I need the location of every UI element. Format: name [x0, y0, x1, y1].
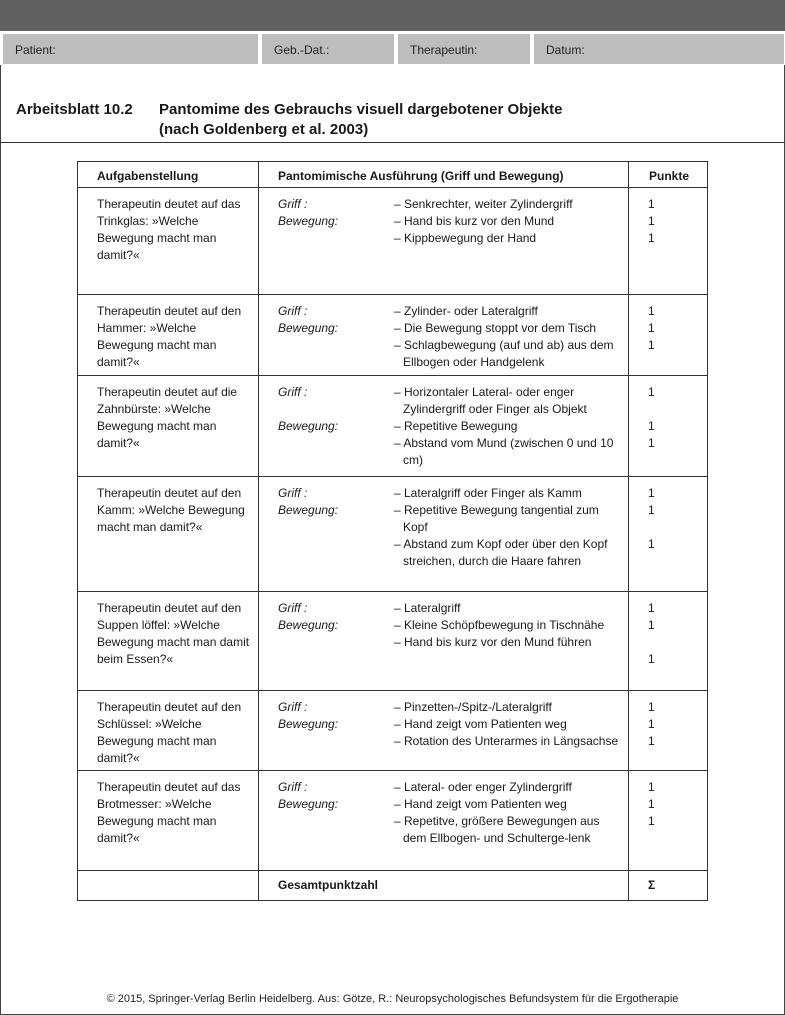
grip-movement-labels: [278, 384, 338, 435]
points-cell: [629, 376, 708, 477]
point-value: 1: [648, 814, 655, 828]
criterion-item: – Hand zeigt vom Patienten weg: [394, 717, 567, 731]
worksheet-heading: [16, 100, 562, 140]
points-cell: [629, 771, 708, 871]
point-value: 1: [648, 385, 655, 399]
grip-movement-labels: [278, 485, 338, 519]
copyright-footer: © 2015, Springer-Verlag Berlin Heidelberg. Aus: Götze, R.: Neuropsychologisches Befundsystem für die Ergotherapie: [106, 993, 679, 1005]
point-value: 1: [648, 652, 655, 666]
point-value: 1: [648, 503, 655, 517]
point-value: 1: [648, 734, 655, 748]
point-value: 1: [648, 197, 655, 211]
criterion-item: – Kippbewegung der Hand: [394, 231, 537, 245]
criterion-item: – Pinzetten-/Spitz-/Lateralgriff: [394, 700, 552, 714]
task-cell: Therapeutin deutet auf das Brotmesser: »Welche Bewegung macht man damit?«: [78, 771, 259, 871]
execution-cell: [259, 771, 629, 871]
total-symbol: Σ: [629, 871, 708, 901]
patient-fields: [0, 31, 785, 65]
point-value: 1: [648, 304, 655, 318]
griff-label: Griff :: [278, 197, 308, 211]
column-header-task: Aufgabenstellung: [78, 162, 259, 188]
worksheet-subtitle: (nach Goldenberg et al. 2003): [159, 121, 369, 138]
table-row: [78, 691, 708, 771]
total-row: [78, 871, 708, 901]
point-value: [648, 519, 707, 536]
criterion-item: – Hand bis kurz vor den Mund: [394, 214, 555, 228]
birthdate-field[interactable]: Geb.-Dat.:: [262, 34, 394, 64]
point-value: 1: [648, 601, 655, 615]
execution-cell: [259, 691, 629, 771]
point-value: 1: [648, 780, 655, 794]
bewegung-label: Bewegung:: [278, 419, 339, 433]
assessment-table: [77, 161, 708, 901]
griff-label: Griff :: [278, 385, 308, 399]
task-cell: Therapeutin deutet auf das Trinkglas: »Welche Bewegung macht man damit?«: [78, 188, 259, 295]
table-row: [78, 592, 708, 691]
point-value: 1: [648, 419, 655, 433]
point-value: 1: [648, 321, 655, 335]
point-value: 1: [648, 231, 655, 245]
worksheet-title: Pantomime des Gebrauchs visuell dargebotener Objekte: [159, 101, 563, 118]
table-row: [78, 188, 708, 295]
top-bar: [0, 0, 785, 31]
total-empty-cell: [78, 871, 259, 901]
execution-cell: [259, 376, 629, 477]
points-cell: [629, 295, 708, 376]
grip-movement-labels: [278, 303, 338, 337]
execution-cell: [259, 592, 629, 691]
grip-movement-labels: [278, 779, 338, 813]
point-value: [648, 401, 707, 418]
points-cell: [629, 188, 708, 295]
criterion-item: – Schlagbewegung (auf und ab) aus dem Ellbogen oder Handgelenk: [394, 338, 614, 369]
table-row: [78, 295, 708, 376]
criterion-item: – Repetitve, größere Bewegungen aus dem Ellbogen- und Schulterge-lenk: [394, 814, 600, 845]
column-header-execution: Pantomimische Ausführung (Griff und Bewegung): [259, 162, 629, 188]
execution-cell: [259, 477, 629, 592]
point-value: 1: [648, 436, 655, 450]
bewegung-label: Bewegung:: [278, 503, 339, 517]
criterion-item: – Rotation des Unterarmes in Längsachse: [394, 734, 619, 748]
criterion-item: – Horizontaler Lateral- oder enger Zylindergriff oder Finger als Objekt: [394, 385, 587, 416]
task-cell: Therapeutin deutet auf die Zahnbürste: »Welche Bewegung macht man damit?«: [78, 376, 259, 477]
column-header-points: Punkte: [629, 162, 708, 188]
grip-movement-labels: [278, 699, 338, 733]
criterion-item: – Zylinder- oder Lateralgriff: [394, 304, 538, 318]
griff-label: Griff :: [278, 304, 308, 318]
task-cell: Therapeutin deutet auf den Suppen löffel: »Welche Bewegung macht man damit beim Essen?«: [78, 592, 259, 691]
bewegung-label: Bewegung:: [278, 214, 339, 228]
table-header-row: [78, 162, 708, 188]
criterion-item: – Lateral- oder enger Zylindergriff: [394, 780, 572, 794]
criterion-item: – Lateralgriff: [394, 601, 461, 615]
criterion-item: – Hand bis kurz vor den Mund führen: [394, 635, 592, 649]
griff-label: Griff :: [278, 601, 308, 615]
table-row: [78, 376, 708, 477]
criterion-item: – Hand zeigt vom Patienten weg: [394, 797, 567, 811]
grip-movement-labels: [278, 196, 338, 230]
patient-field[interactable]: Patient:: [3, 34, 258, 64]
task-cell: Therapeutin deutet auf den Schlüssel: »Welche Bewegung macht man damit?«: [78, 691, 259, 771]
criterion-item: – Senkrechter, weiter Zylindergriff: [394, 197, 573, 211]
points-cell: [629, 691, 708, 771]
criterion-item: – Abstand zum Kopf oder über den Kopf streichen, durch die Haare fahren: [394, 537, 608, 568]
griff-label: Griff :: [278, 700, 308, 714]
bewegung-label: Bewegung:: [278, 797, 339, 811]
point-value: 1: [648, 717, 655, 731]
point-value: 1: [648, 214, 655, 228]
criterion-item: – Kleine Schöpfbewegung in Tischnähe: [394, 618, 605, 632]
total-label: Gesamtpunktzahl: [259, 871, 629, 901]
points-cell: [629, 477, 708, 592]
execution-cell: [259, 188, 629, 295]
bewegung-label: Bewegung:: [278, 321, 339, 335]
criterion-item: – Repetitive Bewegung tangential zum Kopf: [394, 503, 599, 534]
date-field[interactable]: Datum:: [534, 34, 784, 64]
point-value: 1: [648, 618, 655, 632]
heading-divider: [0, 142, 785, 143]
bewegung-label: Bewegung:: [278, 618, 339, 632]
worksheet-number: Arbeitsblatt 10.2: [16, 101, 133, 118]
griff-label: Griff :: [278, 486, 308, 500]
criterion-item: – Repetitive Bewegung: [394, 419, 518, 433]
point-value: 1: [648, 486, 655, 500]
point-value: 1: [648, 537, 655, 551]
task-cell: Therapeutin deutet auf den Hammer: »Welche Bewegung macht man damit?«: [78, 295, 259, 376]
therapist-field[interactable]: Therapeutin:: [398, 34, 530, 64]
bewegung-label: Bewegung:: [278, 717, 339, 731]
griff-label: Griff :: [278, 780, 308, 794]
point-value: 1: [648, 338, 655, 352]
table-row: [78, 477, 708, 592]
table-row: [78, 771, 708, 871]
execution-cell: [259, 295, 629, 376]
point-value: 1: [648, 700, 655, 714]
criterion-item: – Lateralgriff oder Finger als Kamm: [394, 486, 582, 500]
criterion-item: – Die Bewegung stoppt vor dem Tisch: [394, 321, 597, 335]
criterion-item: – Abstand vom Mund (zwischen 0 und 10 cm): [394, 436, 614, 467]
grip-movement-labels: [278, 600, 338, 634]
task-cell: Therapeutin deutet auf den Kamm: »Welche Bewegung macht man damit?«: [78, 477, 259, 592]
point-value: [648, 634, 707, 651]
points-cell: [629, 592, 708, 691]
point-value: 1: [648, 797, 655, 811]
